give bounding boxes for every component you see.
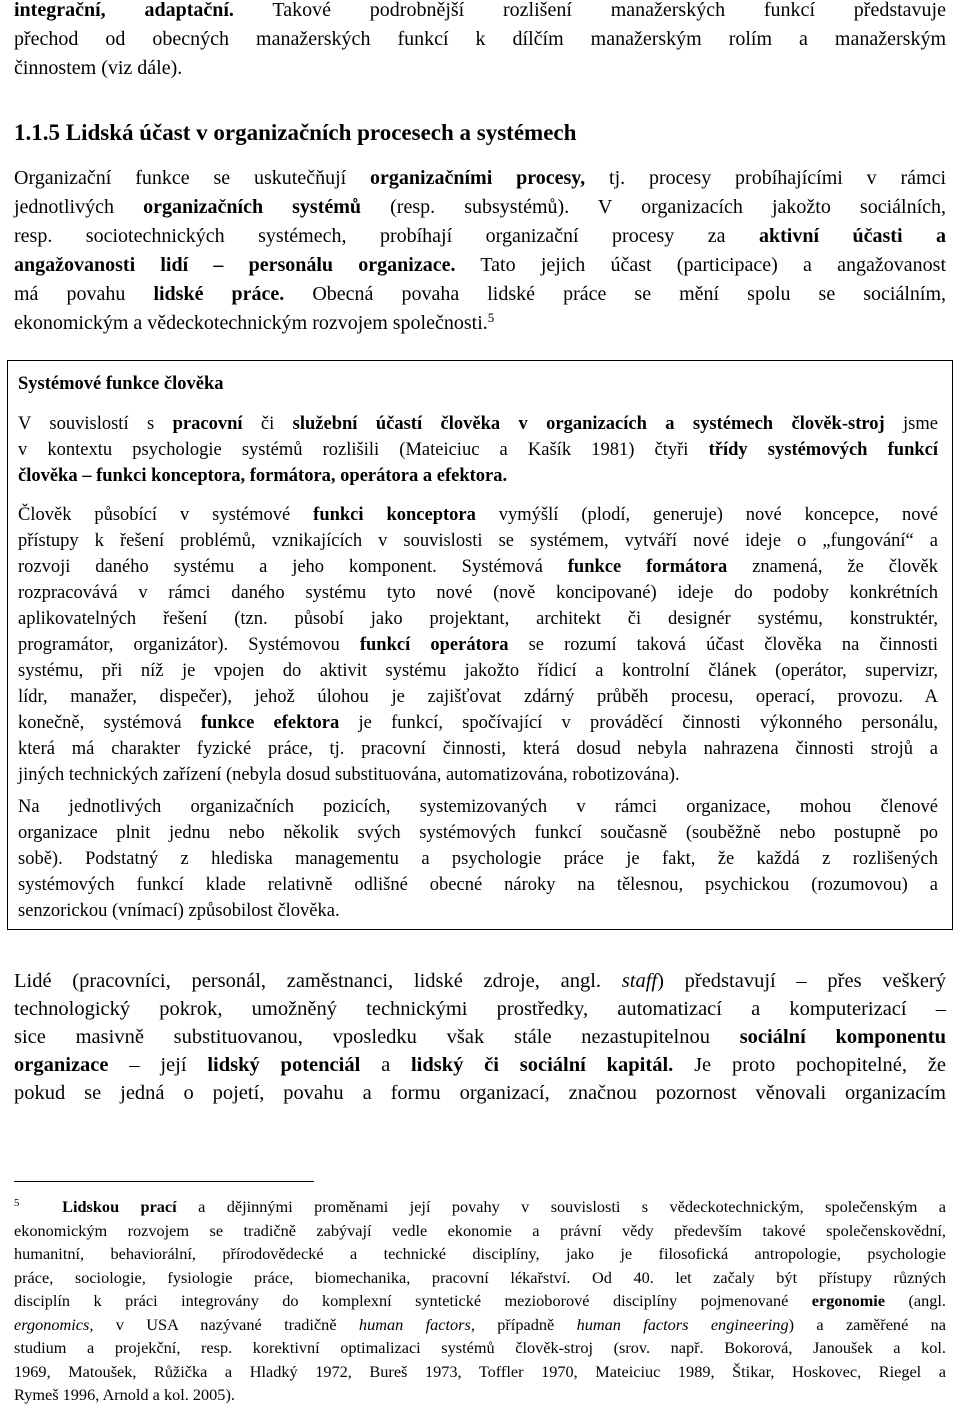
section-paragraph <box>14 164 946 338</box>
box-p3-line-4: systémových funkcí klade relativně odlišné obecné nároky na tělesnou, psychickou (rozumovou) a <box>18 875 938 895</box>
section-line-1: Organizační funkce se uskutečňují organizačními procesy, tj. procesy probíhajícími v rámci <box>14 167 947 189</box>
box-p2-line-1: Člověk působící v systémové funkci konceptora vymýšlí (plodí, generuje) nové koncepce, nové <box>18 505 939 525</box>
footnote-line-9: Rymeš 1996, Arnold a kol. 2005). <box>14 1385 235 1404</box>
footnote-separator <box>14 1181 314 1182</box>
box-p1-line-1: V souvislostí s pracovní či služební účastí člověka v organizacích a systémech člověk-stroj jsme <box>18 414 938 434</box>
box-p2-line-3: rozvoji daného systému a jeho komponent. Systémová funkce formátora znamená, že člověk <box>18 557 939 577</box>
staff-line-5: pokud se jedná o pojetí, povahu a formu organizací, značnou pozornost věnovali organizacím <box>14 1082 946 1104</box>
footnote <box>14 1195 946 1407</box>
footnote-number: 5 <box>14 1198 20 1210</box>
box-paragraph-1 <box>18 411 938 489</box>
staff-line-3: sice masivně substituovanou, vposledku však stále nezastupitelnou sociální komponentu <box>14 1026 947 1048</box>
box-p2-line-11: jiných technických zařízení (nebyla dosud substituována, automatizována, robotizována). <box>18 765 680 785</box>
intro-paragraph <box>14 0 946 83</box>
footnote-line-4: práce, sociologie, fysiologie práce, biomechanika, pracovní lékařství. Od 40. let začaly být přístupy různých <box>14 1267 946 1287</box>
box-p1-line-3: člověka – funkci konceptora, formátora, operátora a efektora. <box>18 466 508 486</box>
box-p2-line-6: programátor, organizátor). Systémovou funkcí operátora se rozumí taková účast člověka na činnosti <box>18 635 939 655</box>
box-p2-line-8: lídr, manažer, dispečer), jehož úlohou je zajišťovat zdárný průběh procesu, operací, provozu. A <box>18 687 938 707</box>
box-p3-line-1: Na jednotlivých organizačních pozicích, systemizovaných v rámci organizace, mohou členové <box>18 797 938 817</box>
footnote-line-8: 1969, Matoušek, Růžička a Hladký 1972, Bureš 1973, Toffler 1970, Mateiciuc 1989, Štikar, Hoskovec, Riegel a <box>14 1361 946 1381</box>
intro-line-2: přechod od obecných manažerských funkcí k dílčím manažerským rolím a manažerským <box>14 28 946 50</box>
footnote-line-7: studium a projekční, resp. korektivní optimalizaci systémů člověk-stroj (srov. např. Bokorová, Janoušek a kol. <box>14 1338 946 1357</box>
box-p2-line-7: systému, při níž je vpojen do aktivit systému jakožto řídicí a kontrolní článek (operátor, supervizr, <box>18 661 938 681</box>
system-functions-box <box>7 360 953 930</box>
section-heading: 1.1.5 Lidská účast v organizačních procesech a systémech <box>14 120 577 145</box>
box-p3-line-3: sobě). Podstatný z hlediska managementu a psychologie práce je fakt, že každá z rozlišených <box>18 849 938 869</box>
footnote-line-6: ergonomics, v USA nazývané tradičně human factors, případně human factors engineering) a zaměřené na <box>14 1314 947 1334</box>
section-line-2: jednotlivých organizačních systémů (resp. subsystémů). V organizacích jakožto sociálních, <box>14 196 947 218</box>
staff-line-4: organizace – její lidský potenciál a lidský či sociální kapitál. Je proto pochopitelné, že <box>14 1054 947 1076</box>
staff-paragraph <box>14 967 946 1107</box>
box-title: Systémové funkce člověka <box>18 374 224 394</box>
footnote-line-1: $^5$ Lidskou prací a dějinnými proměnami její povahy v souvislosti s vědeckotechnickým, společenským a <box>14 1197 947 1216</box>
section-line-4: angažovanosti lidí – personálu organizace. Tato jejich účast (participace) a angažovanost <box>14 254 947 276</box>
staff-line-2: technologický pokrok, umožněný technickými prostředky, automatizací a komputerizací – <box>14 998 946 1020</box>
box-paragraph-2 <box>18 502 938 788</box>
staff-line-1: Lidé (pracovníci, personál, zaměstnanci, lidské zdroje, angl. staff) představují – přes veškerý <box>14 970 947 992</box>
intro-line-1: integrační, adaptační. Takové podrobnější rozlišení manažerských funkcí představuje <box>14 0 946 21</box>
footnote-line-5: disciplín k práci integrovány do komplexní syntetické mezioborové disciplíny pojmenované ergonomie (angl. <box>14 1291 947 1310</box>
box-p1-line-2: v kontextu psychologie systémů rozlišili (Mateiciuc a Kašík 1981) čtyři třídy systémových funkcí <box>18 440 938 460</box>
footnote-reference: 5 <box>487 309 495 325</box>
section-line-3: resp. sociotechnických systémech, probíhají organizační procesy za aktivní účasti a <box>14 225 947 247</box>
box-p2-line-5: aplikovatelných řešení (tzn. působí jako projektant, architekt či designér systému, konstruktér, <box>18 609 938 629</box>
box-p2-line-4: rozpracovává v rámci daného systému tyto nové (nově koncipované) ideje do podoby konkrétních <box>18 583 938 603</box>
box-p2-line-10: která má charakter fyzické práce, tj. pracovní činnosti, která dosud nebyla nahrazena činnosti strojů a <box>18 739 938 759</box>
box-p2-line-9: konečně, systémová funkce efektora je funkcí, spočívající v prováděcí činnosti výkonného personálu, <box>18 713 938 733</box>
box-p3-line-5: senzorickou (vnímací) způsobilost člověka. <box>18 901 340 921</box>
footnote-line-2: ekonomickým rozvojem se tradičně zabývají vedle ekonomie a právní vědy především takové společenskovědní, <box>14 1220 946 1240</box>
box-p2-line-2: přístupy k řešení problémů, vznikajících v souvislosti se systémem, vytváří nové ideje o „fungování“ a <box>18 531 938 551</box>
section-line-6: ekonomickým a vědeckotechnickým rozvojem společnosti.$^5$ <box>14 309 495 334</box>
box-p3-line-2: organizace plnit jednu nebo několik svých systémových funkcí současně (souběžně nebo postupně po <box>18 823 938 843</box>
intro-line-3: činnostem (viz dále). <box>14 57 183 79</box>
box-paragraph-3 <box>18 794 938 924</box>
section-line-5: má povahu lidské práce. Obecná povaha lidské práce se mění spolu se sociálním, <box>14 283 947 305</box>
footnote-line-3: humanitní, behaviorální, přírodovědecké a technické disciplíny, jako je filosofická antropologie, psychologie <box>14 1244 946 1263</box>
